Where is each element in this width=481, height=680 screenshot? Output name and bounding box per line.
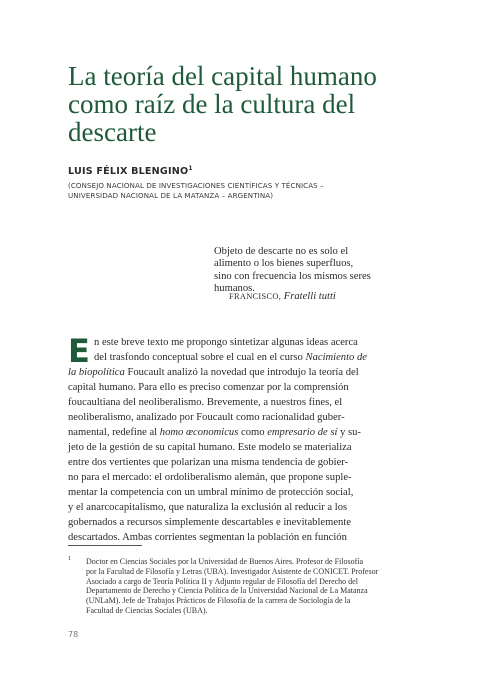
body-line: jeto de la gestión de su capital humano. Este modelo se materializa: [68, 442, 352, 453]
chapter-title: La teoría del capital humano como raíz de la cultura del descarte: [68, 61, 377, 147]
footnote-line: Departamento de Derecho y Ciencia Política de la Universidad Nacional de La Matanza: [86, 586, 368, 596]
footnote-line: por la Facultad de Filosofía y Letras (UBA). Investigador Asistente de CONICET. Profesor: [86, 566, 379, 576]
body-line: gobernados a recursos simplemente descartables e inevitablemente: [68, 517, 351, 528]
author-name: [68, 165, 428, 177]
author-affiliation: [68, 181, 428, 200]
body-line: no para el mercado: el ordoliberalismo alemán, que propone suple-: [68, 472, 352, 483]
footnote-line: Asociado a cargo de Teoría Política II y Adjunto regular de Filosofía del Derecho del: [86, 576, 358, 586]
body-line: mentar la competencia con un umbral mínimo de protección social,: [68, 487, 354, 498]
body-line: capital humano. Para ello es preciso comenzar por la comprensión: [68, 382, 349, 393]
drop-cap: E: [68, 332, 90, 370]
body-line: neoliberalismo, analizado por Foucault como racionalidad guber-: [68, 412, 345, 423]
body-line: del trasfondo conceptual sobre el cual en el curso Nacimiento de: [94, 352, 367, 363]
affiliation-line-1: (CONSEJO NACIONAL DE INVESTIGACIONES CIENTÍFICAS Y TÉCNICAS –: [68, 181, 324, 190]
body-line: foucaultiana del neoliberalismo. Brevemente, a nuestros fines, el: [68, 397, 343, 408]
footnote-line: (UNLaM). Jefe de Trabajos Prácticos de Filosofía de la carrera de Sociología de la: [86, 596, 351, 606]
epigraph-line-4: humanos.: [214, 283, 255, 295]
author-name-text: LUIS FÉLIX BLENGINO: [68, 166, 189, 178]
body-line: n este breve texto me propongo sintetizar algunas ideas acerca: [94, 337, 358, 348]
epigraph-author: FRANCISCO,: [229, 292, 282, 301]
body-line: la biopolítica Foucault analizó la novedad que introdujo la teoría del: [68, 367, 359, 378]
body-line: namental, redefine al homo œconomicus como empresario de sí y su-: [68, 427, 361, 438]
footnote-line: Doctor en Ciencias Sociales por la Universidad de Buenos Aires. Profesor de Filosofía: [86, 557, 364, 566]
page-number: 78: [68, 630, 79, 639]
epigraph-line-2: alimento o los bienes superfluos,: [214, 258, 354, 270]
epigraph-line-1: Objeto de descarte no es solo el: [214, 246, 349, 257]
epigraph-source: [229, 291, 429, 302]
footnote-text: [86, 557, 427, 616]
body-line: y el anarcocapitalismo, que naturaliza la exclusión al reducir a los: [68, 502, 348, 513]
footnote-divider: [68, 545, 142, 546]
epigraph-quote: [214, 246, 424, 296]
body-line: entre dos vertientes que polarizan una misma tendencia de gobier-: [68, 457, 349, 468]
epigraph-work: Fratelli tutti: [283, 291, 336, 302]
body-line: descartados. Ambas corrientes segmentan la población en función: [68, 532, 347, 543]
footnote-line: Facultad de Ciencias Sociales (UBA).: [86, 605, 208, 615]
footnote-mark: 1: [68, 556, 71, 562]
epigraph-line-3: sino con frecuencia los mismos seres: [214, 270, 371, 282]
body-paragraph: [68, 332, 427, 545]
affiliation-line-2: UNIVERSIDAD NACIONAL DE LA MATANZA – ARGENTINA): [68, 190, 274, 200]
author-footnote-ref: 1: [188, 165, 193, 172]
